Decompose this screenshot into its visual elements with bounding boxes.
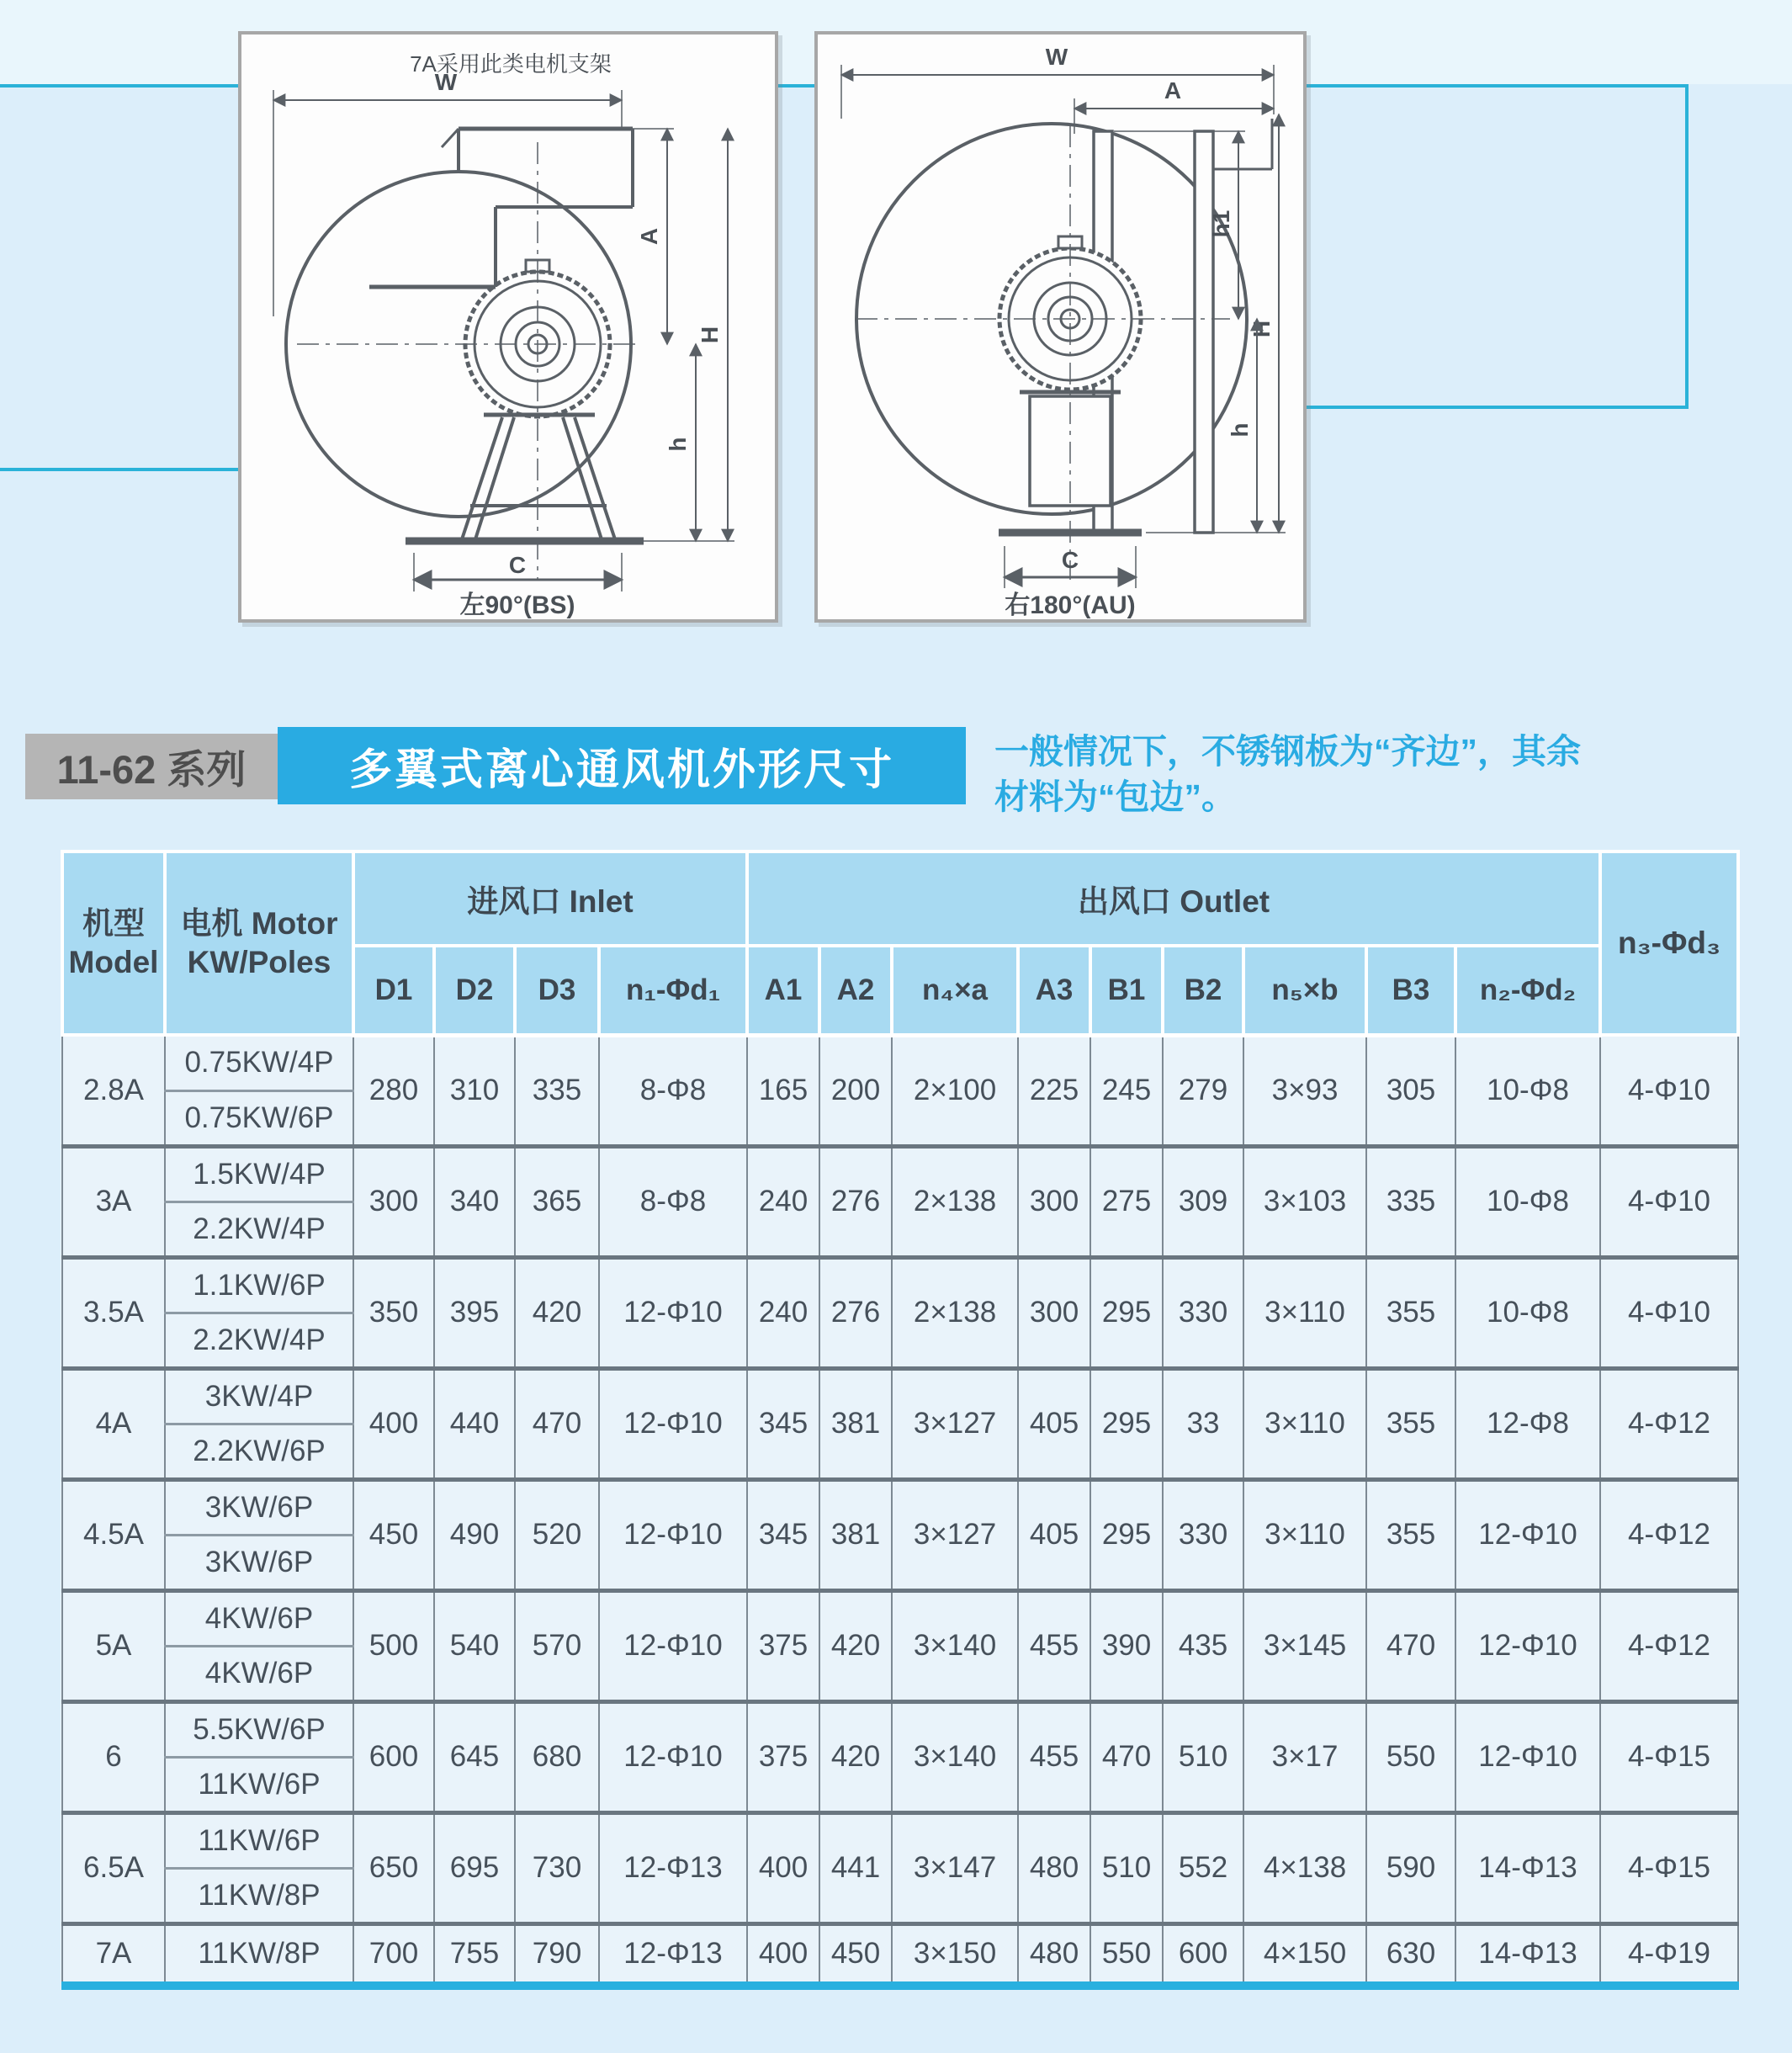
note-line-1: 一般情况下，不锈钢板为“齐边”，其余	[994, 732, 1581, 771]
outlet-cell: 345	[747, 1479, 819, 1590]
outlet-cell: 300	[1018, 1257, 1090, 1368]
table-row	[62, 1146, 1738, 1202]
table-row	[62, 1479, 1738, 1535]
outlet-cell: 12-Φ10	[1455, 1701, 1600, 1812]
outlet-cell: 12-Φ10	[1455, 1590, 1600, 1701]
motor-cell: 11KW/8P	[165, 1923, 353, 1986]
motor-cell: 2.2KW/4P	[165, 1202, 353, 1257]
decorative-line-bottom-right	[1300, 406, 1689, 409]
outlet-cell: 3×145	[1243, 1590, 1366, 1701]
inlet-cell: 730	[515, 1812, 599, 1923]
outlet-cell: 295	[1090, 1368, 1163, 1479]
motor-cell: 0.75KW/4P	[165, 1035, 353, 1090]
outlet-cell: 405	[1018, 1479, 1090, 1590]
outlet-cell: 381	[819, 1368, 892, 1479]
table-row	[62, 1590, 1738, 1646]
outlet-cell: 390	[1090, 1590, 1163, 1701]
outlet-cell: 14-Φ13	[1455, 1923, 1600, 1986]
model-cell: 3A	[62, 1146, 165, 1257]
outlet-cell: 10-Φ8	[1455, 1257, 1600, 1368]
n3-d3-cell: 4-Φ15	[1600, 1701, 1738, 1812]
dimension-spec-table	[61, 850, 1740, 1990]
inlet-cell: 790	[515, 1923, 599, 1986]
header-a3: A3	[1018, 946, 1090, 1035]
drawing-annotation: 7A采用此类电机支架	[410, 51, 612, 77]
outlet-cell: 355	[1366, 1479, 1455, 1590]
header-d2: D2	[434, 946, 515, 1035]
dim-w: W	[1045, 44, 1068, 70]
outlet-cell: 590	[1366, 1812, 1455, 1923]
model-cell: 4A	[62, 1368, 165, 1479]
table-header	[62, 851, 1738, 1035]
outlet-cell: 330	[1163, 1479, 1243, 1590]
inlet-cell: 570	[515, 1590, 599, 1701]
inlet-cell: 490	[434, 1479, 515, 1590]
outlet-cell: 3×140	[892, 1590, 1018, 1701]
inlet-cell: 8-Φ8	[599, 1146, 747, 1257]
outlet-cell: 552	[1163, 1812, 1243, 1923]
outlet-cell: 470	[1366, 1590, 1455, 1701]
fan-drawing-right-180au	[814, 31, 1307, 623]
inlet-cell: 12-Φ13	[599, 1923, 747, 1986]
spec-table-body	[62, 1035, 1738, 1986]
outlet-cell: 600	[1163, 1923, 1243, 1986]
inlet-cell: 680	[515, 1701, 599, 1812]
n3-d3-cell: 4-Φ12	[1600, 1368, 1738, 1479]
outlet-cell: 455	[1018, 1701, 1090, 1812]
n3-d3-cell: 4-Φ19	[1600, 1923, 1738, 1986]
drawing-caption: 左90°(BS)	[459, 591, 575, 619]
series-label: 11-62 系列	[25, 734, 278, 799]
model-cell: 7A	[62, 1923, 165, 1986]
header-b1: B1	[1090, 946, 1163, 1035]
header-a1: A1	[747, 946, 819, 1035]
decorative-line-right	[1685, 84, 1689, 409]
outlet-cell: 3×110	[1243, 1257, 1366, 1368]
outlet-cell: 14-Φ13	[1455, 1812, 1600, 1923]
n3-d3-cell: 4-Φ15	[1600, 1812, 1738, 1923]
dim-a: A	[1164, 77, 1182, 103]
inlet-cell: 400	[353, 1368, 434, 1479]
motor-cell: 1.5KW/4P	[165, 1146, 353, 1202]
n3-d3-cell: 4-Φ10	[1600, 1035, 1738, 1146]
model-cell: 3.5A	[62, 1257, 165, 1368]
inlet-cell: 440	[434, 1368, 515, 1479]
outlet-cell: 335	[1366, 1146, 1455, 1257]
inlet-cell: 540	[434, 1590, 515, 1701]
outlet-cell: 400	[747, 1812, 819, 1923]
outlet-cell: 279	[1163, 1035, 1243, 1146]
outlet-cell: 510	[1163, 1701, 1243, 1812]
decorative-line-left	[0, 468, 240, 471]
outlet-cell: 405	[1018, 1368, 1090, 1479]
inlet-cell: 340	[434, 1146, 515, 1257]
motor-cell: 3KW/6P	[165, 1479, 353, 1535]
outlet-cell: 3×147	[892, 1812, 1018, 1923]
inlet-cell: 650	[353, 1812, 434, 1923]
model-cell: 2.8A	[62, 1035, 165, 1146]
inlet-cell: 420	[515, 1257, 599, 1368]
header-a2: A2	[819, 946, 892, 1035]
outlet-cell: 2×138	[892, 1257, 1018, 1368]
outlet-cell: 3×150	[892, 1923, 1018, 1986]
outlet-cell: 330	[1163, 1257, 1243, 1368]
outlet-cell: 4×138	[1243, 1812, 1366, 1923]
motor-cell: 11KW/8P	[165, 1868, 353, 1923]
outlet-cell: 3×110	[1243, 1368, 1366, 1479]
dim-c: C	[508, 552, 527, 578]
header-b2: B2	[1163, 946, 1243, 1035]
outlet-cell: 3×127	[892, 1479, 1018, 1590]
outlet-cell: 295	[1090, 1257, 1163, 1368]
table-row	[62, 1035, 1738, 1090]
inlet-cell: 645	[434, 1701, 515, 1812]
motor-cell: 0.75KW/6P	[165, 1090, 353, 1146]
outlet-cell: 276	[819, 1146, 892, 1257]
note-line-2: 材料为“包边”。	[994, 777, 1236, 817]
inlet-cell: 500	[353, 1590, 434, 1701]
outlet-cell: 435	[1163, 1590, 1243, 1701]
inlet-cell: 12-Φ10	[599, 1479, 747, 1590]
dim-a: A	[636, 227, 662, 246]
outlet-cell: 450	[819, 1923, 892, 1986]
inlet-cell: 755	[434, 1923, 515, 1986]
motor-cell: 3KW/6P	[165, 1535, 353, 1590]
outlet-cell: 510	[1090, 1812, 1163, 1923]
outlet-cell: 375	[747, 1701, 819, 1812]
outlet-cell: 550	[1366, 1701, 1455, 1812]
outlet-cell: 305	[1366, 1035, 1455, 1146]
outlet-cell: 295	[1090, 1479, 1163, 1590]
outlet-cell: 245	[1090, 1035, 1163, 1146]
outlet-cell: 381	[819, 1479, 892, 1590]
inlet-cell: 8-Φ8	[599, 1035, 747, 1146]
fan-drawing-left-90bs	[238, 31, 778, 623]
header-b3: B3	[1366, 946, 1455, 1035]
outlet-cell: 200	[819, 1035, 892, 1146]
outlet-cell: 3×17	[1243, 1701, 1366, 1812]
inlet-cell: 700	[353, 1923, 434, 1986]
dim-h-small: h	[1227, 422, 1253, 438]
header-model: 机型 Model	[62, 851, 165, 1035]
outlet-cell: 300	[1018, 1146, 1090, 1257]
outlet-cell: 225	[1018, 1035, 1090, 1146]
outlet-cell: 10-Φ8	[1455, 1035, 1600, 1146]
inlet-cell: 12-Φ10	[599, 1368, 747, 1479]
header-d1: D1	[353, 946, 434, 1035]
model-cell: 4.5A	[62, 1479, 165, 1590]
outlet-cell: 420	[819, 1701, 892, 1812]
outlet-cell: 4×150	[1243, 1923, 1366, 1986]
table-row	[62, 1257, 1738, 1313]
model-cell: 5A	[62, 1590, 165, 1701]
n3-d3-cell: 4-Φ12	[1600, 1590, 1738, 1701]
inlet-cell: 395	[434, 1257, 515, 1368]
outlet-cell: 309	[1163, 1146, 1243, 1257]
motor-cell: 1.1KW/6P	[165, 1257, 353, 1313]
motor-cell: 4KW/6P	[165, 1590, 353, 1646]
outlet-cell: 275	[1090, 1146, 1163, 1257]
n3-d3-cell: 4-Φ12	[1600, 1479, 1738, 1590]
outlet-cell: 400	[747, 1923, 819, 1986]
inlet-cell: 12-Φ10	[599, 1590, 747, 1701]
dim-h1: h1	[1208, 210, 1234, 238]
table-row	[62, 1923, 1738, 1986]
inlet-cell: 350	[353, 1257, 434, 1368]
inlet-cell: 365	[515, 1146, 599, 1257]
inlet-cell: 470	[515, 1368, 599, 1479]
outlet-cell: 355	[1366, 1368, 1455, 1479]
inlet-cell: 12-Φ10	[599, 1701, 747, 1812]
inlet-cell: 335	[515, 1035, 599, 1146]
outlet-cell: 375	[747, 1590, 819, 1701]
dim-h-big: H	[697, 326, 723, 344]
outlet-cell: 455	[1018, 1590, 1090, 1701]
outlet-cell: 550	[1090, 1923, 1163, 1986]
outlet-cell: 470	[1090, 1701, 1163, 1812]
dim-h-small: h	[665, 437, 691, 452]
n3-d3-cell: 4-Φ10	[1600, 1146, 1738, 1257]
header-inlet-group: 进风口 Inlet	[353, 851, 747, 946]
outlet-cell: 2×100	[892, 1035, 1018, 1146]
motor-cell: 11KW/6P	[165, 1812, 353, 1868]
dim-c: C	[1061, 547, 1079, 573]
inlet-cell: 450	[353, 1479, 434, 1590]
table-row	[62, 1812, 1738, 1868]
n3-d3-cell: 4-Φ10	[1600, 1257, 1738, 1368]
outlet-cell: 240	[747, 1257, 819, 1368]
outlet-cell: 3×127	[892, 1368, 1018, 1479]
outlet-cell: 240	[747, 1146, 819, 1257]
inlet-cell: 280	[353, 1035, 434, 1146]
outlet-cell: 480	[1018, 1812, 1090, 1923]
header-n5-b: n₅×b	[1243, 946, 1366, 1035]
outlet-cell: 2×138	[892, 1146, 1018, 1257]
outlet-cell: 12-Φ10	[1455, 1479, 1600, 1590]
outlet-cell: 165	[747, 1035, 819, 1146]
motor-cell: 5.5KW/6P	[165, 1701, 353, 1757]
header-n1-d1: n₁-Φd₁	[599, 946, 747, 1035]
outlet-cell: 441	[819, 1812, 892, 1923]
dim-w: W	[434, 69, 458, 95]
drawing-caption: 右180°(AU)	[1005, 591, 1136, 619]
outlet-cell: 276	[819, 1257, 892, 1368]
motor-cell: 2.2KW/6P	[165, 1424, 353, 1479]
table-row	[62, 1701, 1738, 1757]
model-cell: 6.5A	[62, 1812, 165, 1923]
outlet-cell: 3×110	[1243, 1479, 1366, 1590]
motor-cell: 3KW/4P	[165, 1368, 353, 1424]
inlet-cell: 600	[353, 1701, 434, 1812]
page-title: 多翼式离心通风机外形尺寸	[278, 727, 966, 804]
outlet-cell: 480	[1018, 1923, 1090, 1986]
model-cell: 6	[62, 1701, 165, 1812]
header-d3: D3	[515, 946, 599, 1035]
header-motor: 电机 Motor KW/Poles	[165, 851, 353, 1035]
outlet-cell: 12-Φ8	[1455, 1368, 1600, 1479]
outlet-cell: 3×103	[1243, 1146, 1366, 1257]
header-n2-d2: n₂-Φd₂	[1455, 946, 1600, 1035]
inlet-cell: 12-Φ13	[599, 1812, 747, 1923]
outlet-cell: 3×140	[892, 1701, 1018, 1812]
motor-cell: 2.2KW/4P	[165, 1313, 353, 1368]
outlet-cell: 3×93	[1243, 1035, 1366, 1146]
header-outlet-group: 出风口 Outlet	[747, 851, 1600, 946]
inlet-cell: 300	[353, 1146, 434, 1257]
inlet-cell: 695	[434, 1812, 515, 1923]
inlet-cell: 310	[434, 1035, 515, 1146]
material-note	[994, 729, 1581, 820]
inlet-cell: 12-Φ10	[599, 1257, 747, 1368]
header-n3-d3: n₃-Φd₃	[1600, 851, 1738, 1035]
outlet-cell: 10-Φ8	[1455, 1146, 1600, 1257]
outlet-cell: 33	[1163, 1368, 1243, 1479]
outlet-cell: 630	[1366, 1923, 1455, 1986]
motor-cell: 11KW/6P	[165, 1757, 353, 1812]
header-n4-a: n₄×a	[892, 946, 1018, 1035]
outlet-cell: 355	[1366, 1257, 1455, 1368]
outlet-cell: 345	[747, 1368, 819, 1479]
motor-cell: 4KW/6P	[165, 1646, 353, 1701]
dim-h-big: H	[1249, 320, 1275, 338]
table-row	[62, 1368, 1738, 1424]
inlet-cell: 520	[515, 1479, 599, 1590]
outlet-cell: 420	[819, 1590, 892, 1701]
